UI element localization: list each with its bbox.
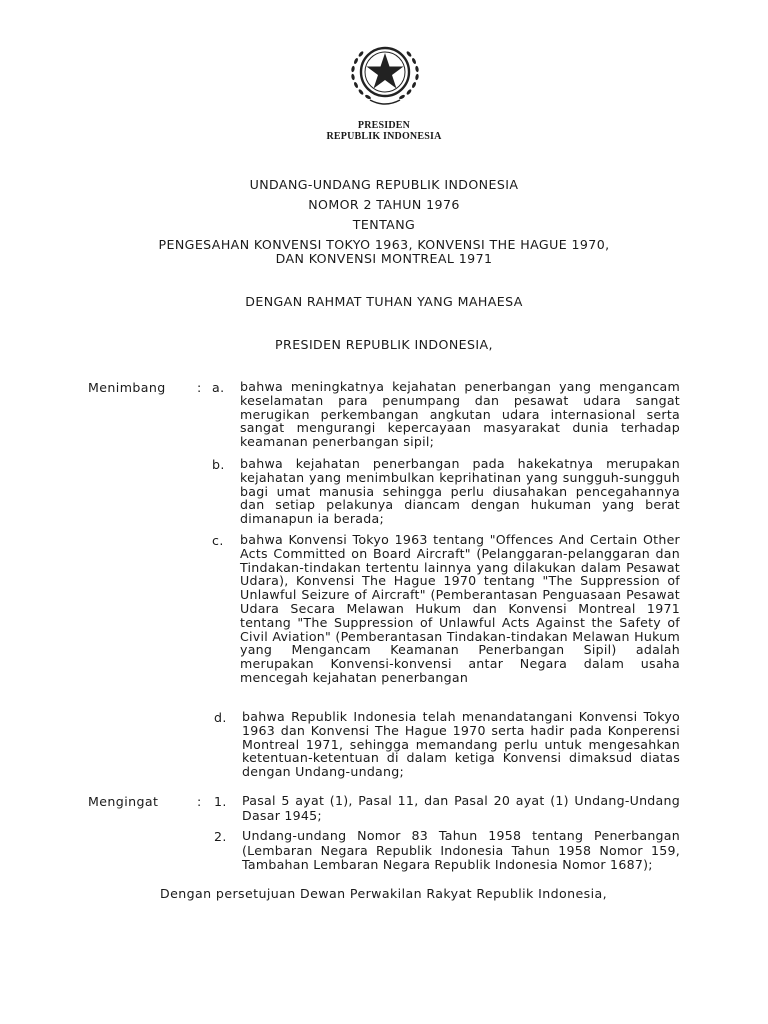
title-line-5: DAN KONVENSI MONTREAL 1971 — [275, 251, 493, 266]
menimbang-mark-b: b. — [212, 457, 225, 472]
menimbang-text-a: bahwa meningkatnya kejahatan penerbangan yang mengancam keselamatan para penumpang dan pesawat udara sangat merugikan perkembangan angkutan udara internasional serta sangat mengurangi kepercayaan masyarakat dunia terhadap keamanan penerbangan sipil; — [240, 379, 680, 450]
menimbang-colon: : — [197, 380, 202, 395]
mengingat-text-2: Undang-undang Nomor 83 Tahun 1958 tentang Penerbangan (Lembaran Negara Republik Indonesia Tahun 1958 Nomor 159, Tambahan Lembaran Negara Republik Indonesia Nomor 1687); — [242, 828, 680, 873]
title-line-4: PENGESAHAN KONVENSI TOKYO 1963, KONVENSI THE HAGUE 1970, — [158, 237, 610, 252]
menimbang-text-d: bahwa Republik Indonesia telah menandatangani Konvensi Tokyo 1963 dan Konvensi The Hague 1970 serta hadir pada Konperensi Montreal 1971, sehingga memandang perlu untuk mengesahkan ketentuan-ketentuan di dalam ketiga Konvensi dimaksud diatas dengan Undang-undang; — [242, 709, 680, 780]
menimbang-text-b: bahwa kejahatan penerbangan pada hakekatnya merupakan kejahatan yang menimbulkan keprihatinan yang sungguh-sungguh bagi umat manusia sehingga perlu diusahakan pencegahannya dan setiap pelakunya diancam dengan hukuman yang berat dimanapun ia berada; — [240, 456, 680, 527]
persetujuan-line: Dengan persetujuan Dewan Perwakilan Rakyat Republik Indonesia, — [160, 886, 608, 901]
mengingat-colon: : — [197, 794, 202, 809]
mengingat-label: Mengingat — [88, 794, 159, 809]
menimbang-mark-c: c. — [212, 533, 224, 548]
mengingat-mark-1: 1. — [214, 794, 227, 809]
mengingat-text-1: Pasal 5 ayat (1), Pasal 11, dan Pasal 20 ayat (1) Undang-Undang Dasar 1945; — [242, 793, 680, 823]
header-republik: REPUBLIK INDONESIA — [326, 131, 442, 142]
menimbang-label: Menimbang — [88, 380, 166, 395]
title-line-2: NOMOR 2 TAHUN 1976 — [308, 197, 460, 212]
mengingat-mark-2: 2. — [214, 829, 227, 844]
presiden-line: PRESIDEN REPUBLIK INDONESIA, — [275, 337, 493, 352]
rahmat-line: DENGAN RAHMAT TUHAN YANG MAHAESA — [245, 294, 523, 309]
menimbang-mark-d: d. — [214, 710, 227, 725]
menimbang-text-c: bahwa Konvensi Tokyo 1963 tentang "Offences And Certain Other Acts Committed on Board Aircraft" (Pelanggaran-pelanggaran dan Tindakan-tindakan tertentu lainnya yang dilakukan dalam Pesawat Udara), Konvensi The Hague 1970 tentang "The Suppression of Unlawful Seizure of Aircraft" (Pemberantasan Penguasaan Pesawat Udara Secara Melawan Hukum dan Konvensi Montreal 1971 tentang "The Suppression of Unlawful Acts Against the Safety of Civil Aviation" (Pemberantasan Tindakan-tindakan Melawan Hukum yang Mengancam Keamanan Penerbangan Sipil) adalah merupakan Konvensi-konvensi antar Negara dalam usaha mencegah kejahatan penerbangan — [240, 532, 680, 685]
title-line-3: TENTANG — [352, 217, 416, 232]
title-line-1: UNDANG-UNDANG REPUBLIK INDONESIA — [249, 177, 519, 192]
presidential-emblem-icon — [334, 36, 436, 116]
header-presiden: PRESIDEN — [357, 120, 411, 131]
menimbang-mark-a: a. — [212, 380, 225, 395]
